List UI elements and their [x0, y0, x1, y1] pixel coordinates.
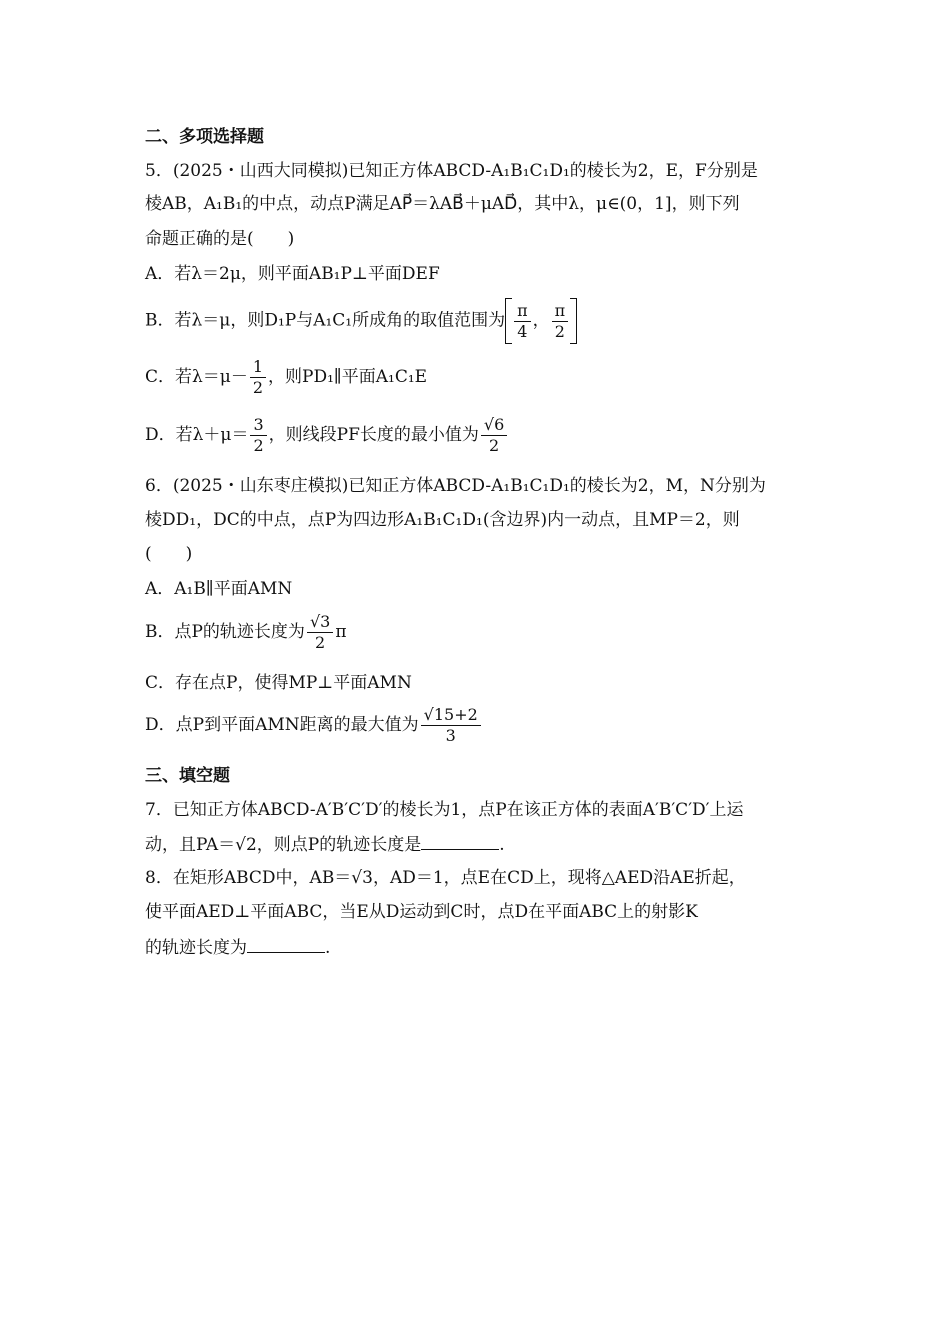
q5-option-a: A．若λ＝2μ，则平面AB₁P⊥平面DEF	[145, 264, 440, 284]
q8-line-2: 使平面AED⊥平面ABC，当E从D运动到C时，点D在平面ABC上的射影K	[145, 902, 698, 922]
section-heading-multiple-choice: 二、多项选择题	[145, 127, 264, 147]
left-bracket	[505, 298, 512, 344]
q6-line-1: 6．(2025・山东枣庄模拟)已知正方体ABCD-A₁B₁C₁D₁的棱长为2，M，N分别为	[145, 476, 766, 496]
answer-blank	[421, 832, 499, 850]
q6-option-b: B．点P的轨迹长度为 $\frac{√3}{2}$ π	[145, 612, 347, 652]
fraction-three-halves: $\frac{3}{2}$	[250, 415, 266, 456]
q6-option-d: D．点P到平面AMN距离的最大值为 $\frac{√15+2}{3}$	[145, 705, 483, 746]
q6-line-2: 棱DD₁，DC的中点，点P为四边形A₁B₁C₁D₁(含边界)内一动点，且MP＝2，则	[145, 510, 740, 530]
q8-line-1: 8．在矩形ABCD中，AB＝√3，AD＝1，点E在CD上，现将△AED沿AE折起，	[145, 868, 746, 888]
fraction-root6-over-2: $\frac{√6}{2}$	[481, 415, 507, 456]
q5-option-b-text: B．若λ＝μ，则D₁P与A₁C₁所成角的取值范围为	[145, 310, 506, 331]
q5-line-2: 棱AB，A₁B₁的中点，动点P满足AP⃗＝λAB⃗＋μAD⃗，其中λ，μ∈(0，1]，则下列	[145, 194, 740, 214]
q6-line-3: ( )	[145, 544, 193, 564]
q7-line-1: 7．已知正方体ABCD-A′B′C′D′的棱长为1，点P在该正方体的表面A′B′C′D′上运	[145, 800, 744, 820]
q5-option-b: B．若λ＝μ，则D₁P与A₁C₁所成角的取值范围为 $\frac{\pi}{4}$ ， $\frac{\pi}{2}$	[145, 298, 577, 344]
q6-option-c: C．存在点P，使得MP⊥平面AMN	[145, 673, 412, 693]
fraction-pi-over-2: $\frac{\pi}{2}$	[552, 301, 569, 342]
answer-blank	[247, 935, 325, 953]
q7-line-2: 动，且PA＝√2，则点P的轨迹长度是 .	[145, 832, 505, 856]
q5-line-1: 5．(2025・山西大同模拟)已知正方体ABCD-A₁B₁C₁D₁的棱长为2，E，F分别是	[145, 161, 758, 181]
right-bracket	[570, 298, 577, 344]
fraction-one-half: $\frac{1}{2}$	[250, 357, 266, 398]
q8-line-3: 的轨迹长度为 .	[145, 935, 330, 959]
fraction-pi-over-4: $\frac{\pi}{4}$	[514, 301, 531, 342]
q6-option-a: A．A₁B∥平面AMN	[145, 579, 293, 599]
fraction-root3-over-2: $\frac{√3}{2}$	[307, 612, 333, 653]
fraction-root15-plus-2-over-3: $\frac{√15+2}{3}$	[421, 705, 481, 746]
q5-option-c: C．若λ＝μ－ $\frac{1}{2}$ ，则PD₁∥平面A₁C₁E	[145, 357, 428, 397]
section-heading-fill-in: 三、填空题	[145, 766, 230, 786]
q5-option-d: D．若λ＋μ＝ $\frac{3}{2}$ ，则线段PF长度的最小值为 $\frac{√6}{2}$	[145, 415, 509, 456]
q5-line-3: 命题正确的是( )	[145, 229, 295, 249]
